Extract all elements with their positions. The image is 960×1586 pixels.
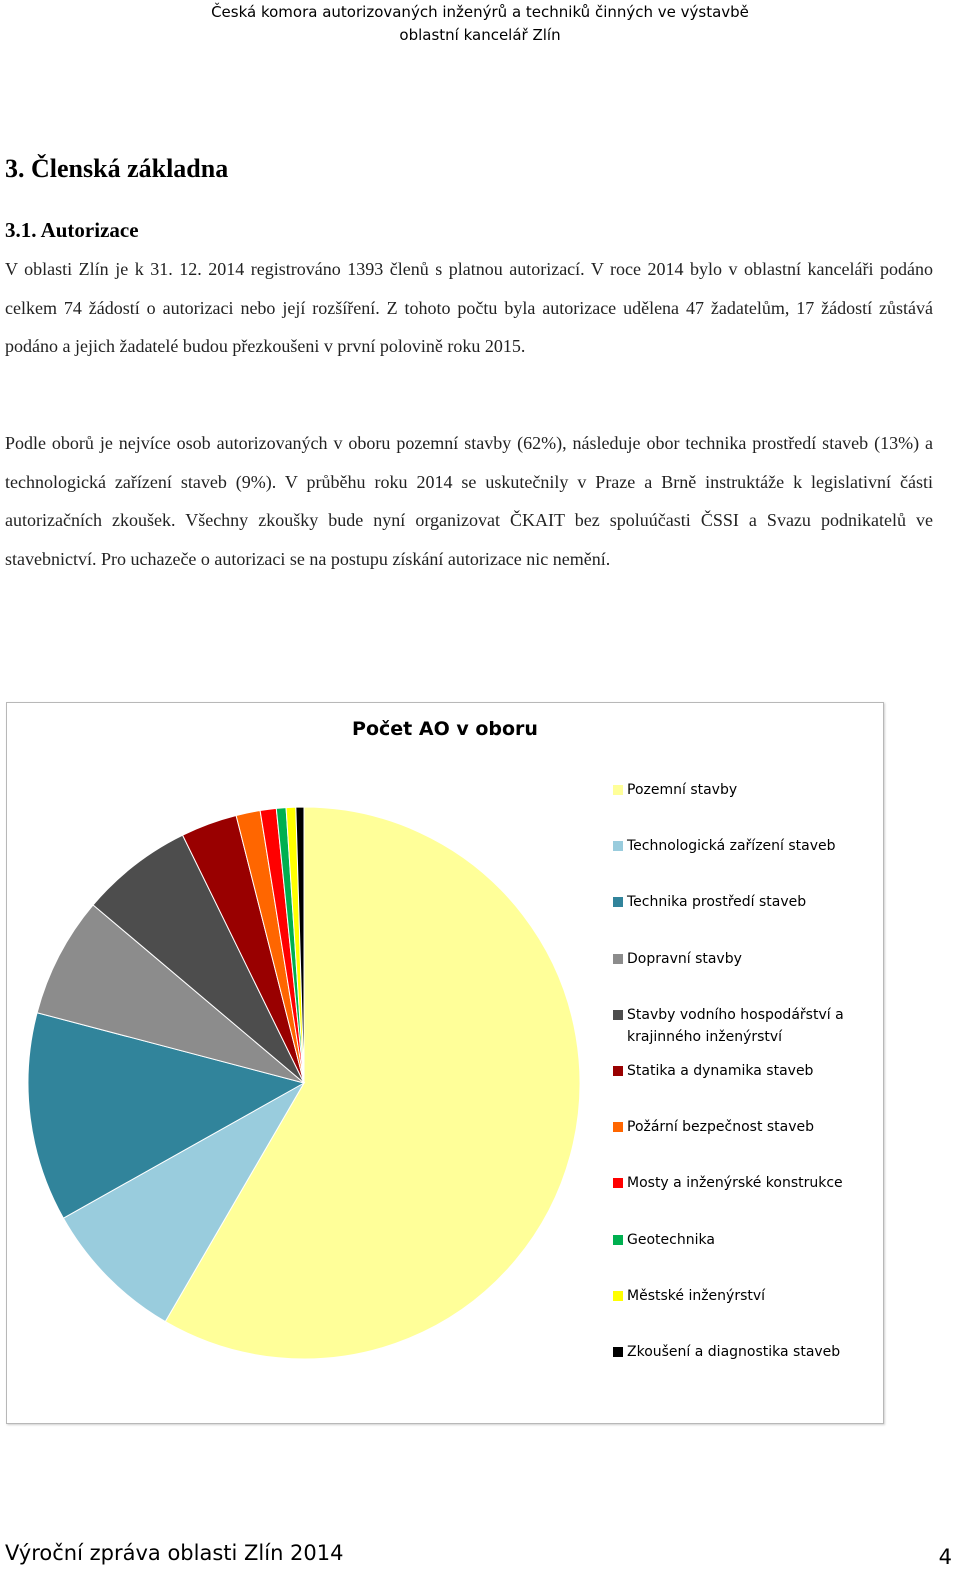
- legend-item: [611, 779, 871, 801]
- legend-swatch: [613, 897, 623, 907]
- legend-label: Požární bezpečnost staveb: [627, 1119, 815, 1136]
- footer-title: Výroční zpráva oblasti Zlín 2014: [5, 1541, 344, 1565]
- legend-label: Dopravní stavby: [627, 950, 742, 967]
- legend-item: [611, 1341, 871, 1363]
- legend-label: Stavby vodního hospodářství a krajinného inženýrství: [627, 1006, 844, 1045]
- legend-label: Technologická zařízení staveb: [627, 838, 836, 855]
- legend-swatch: [613, 954, 623, 964]
- legend-swatch: [613, 1291, 623, 1301]
- legend-item: [611, 1004, 871, 1048]
- page-number: 4: [938, 1545, 952, 1569]
- legend-item: [611, 1172, 871, 1194]
- legend-label: Pozemní stavby: [627, 782, 738, 798]
- paragraph-obory: Podle oborů je nejvíce osob autorizovaných v oboru pozemní stavby (62%), následuje obor technika prostředí staveb (13%) a technologická zařízení staveb (9%). V průběhu roku 2014 se uskutečnily v Praze a Brně instruktáže k legislativní části autorizačních zkoušek. Všechny zkoušky bude nyní organizovat ČKAIT bez spoluúčasti ČSSI a Svazu podnikatelů ve stavebnictví. Pro uchazeče o autorizaci se na postupu získání autorizace nic nemění.: [5, 433, 933, 569]
- chart-title: Počet AO v oboru: [352, 718, 538, 740]
- legend-swatch: [613, 1122, 623, 1132]
- legend-swatch: [613, 1010, 623, 1020]
- legend-swatch: [613, 1066, 623, 1076]
- legend-swatch: [613, 785, 623, 795]
- section-heading: 3. Členská základna: [5, 154, 229, 183]
- legend-item: [611, 891, 871, 913]
- legend-label: Zkoušení a diagnostika staveb: [627, 1344, 841, 1360]
- legend-label: Mosty a inženýrské konstrukce: [627, 1175, 843, 1192]
- legend-item: [611, 835, 871, 857]
- page-header: [0, 0, 960, 47]
- legend-label: Geotechnika: [627, 1231, 715, 1248]
- legend-swatch: [613, 1235, 623, 1245]
- header-organization: Česká komora autorizovaných inženýrů a techniků činných ve výstavbě: [211, 3, 749, 21]
- legend-item: [611, 1285, 871, 1307]
- legend-swatch: [613, 1178, 623, 1188]
- header-office: oblastní kancelář Zlín: [399, 26, 561, 44]
- legend-swatch: [613, 841, 623, 851]
- legend-label: Technika prostředí staveb: [627, 894, 807, 911]
- subsection-heading: 3.1. Autorizace: [5, 218, 139, 242]
- legend-item: [611, 1116, 871, 1138]
- legend-item: [611, 1229, 871, 1251]
- pie-chart-frame: [6, 702, 884, 1424]
- legend-item: [611, 948, 871, 970]
- legend-label: Městské inženýrství: [627, 1287, 766, 1304]
- legend-swatch: [613, 1347, 623, 1357]
- legend-item: [611, 1060, 871, 1082]
- legend-label: Statika a dynamika staveb: [627, 1063, 814, 1079]
- paragraph-autorizace: V oblasti Zlín je k 31. 12. 2014 registrováno 1393 členů s platnou autorizací. V roce 2014 bylo v oblastní kanceláři podáno celkem 74 žádostí o autorizaci nebo její rozšíření. Z tohoto počtu byla autorizace udělena 47 žadatelům, 17 žádostí zůstává podáno a jejich žadatelé budou přezkoušeni v první polovině roku 2015.: [5, 259, 933, 356]
